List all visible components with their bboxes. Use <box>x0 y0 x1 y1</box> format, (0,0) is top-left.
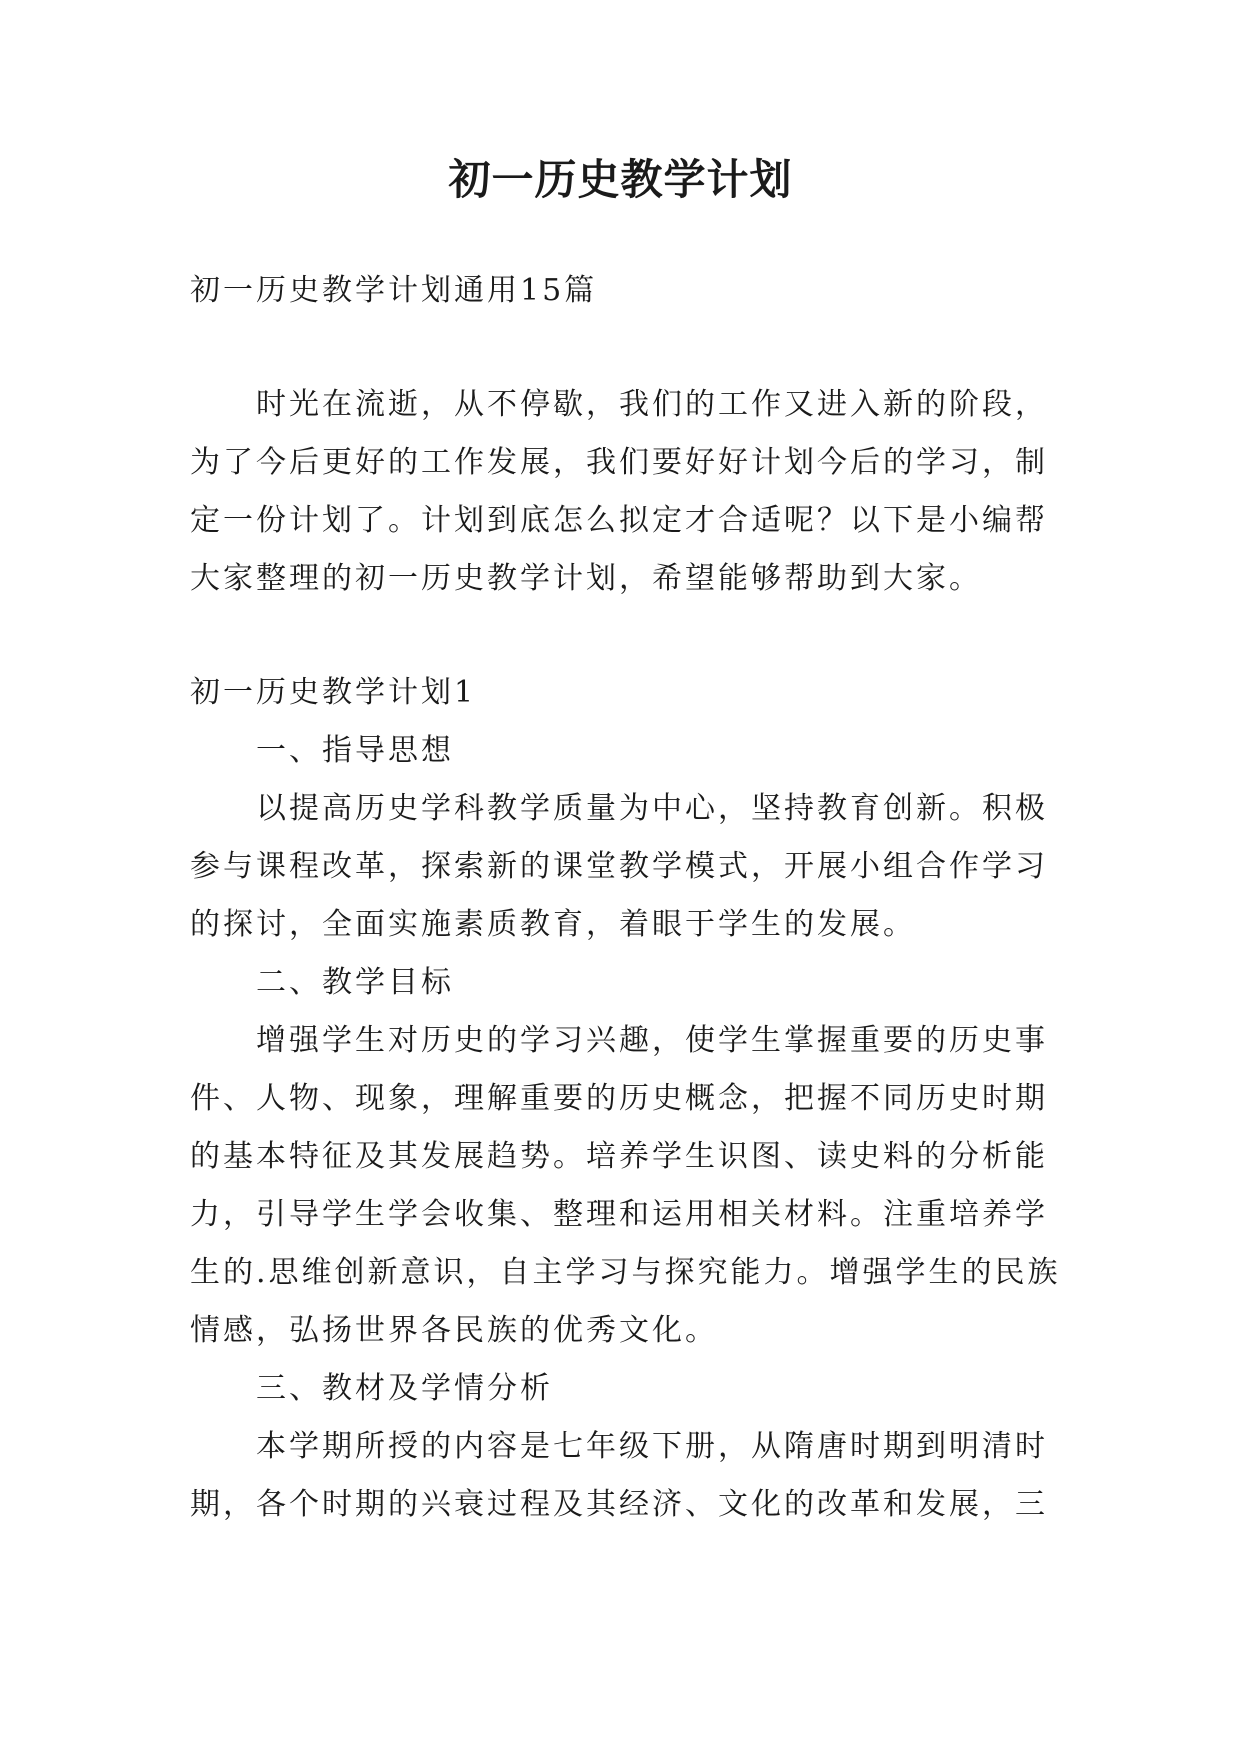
section-title: 初一历史教学计划1 <box>190 675 477 710</box>
intro-paragraph: 时光在流逝，从不停歇，我们的工作又进入新的阶段，为了今后更好的工作发展，我们要好好计划今后的学习，制定一份计划了。计划到底怎么拟定才合适呢？以下是小编帮大家整理的初一历史教学计划，希望能够帮助到大家。 <box>190 387 1048 596</box>
document-body <box>190 262 1065 1534</box>
paragraph-teaching-goals: 增强学生对历史的学习兴趣，使学生掌握重要的历史事件、人物、现象，理解重要的历史概念，把握不同历史时期的基本特征及其发展趋势。培养学生识图、读史料的分析能力，引导学生学会收集、整理和运用相关材料。注重培养学生的.思维创新意识，自主学习与探究能力。增强学生的民族情感，弘扬世界各民族的优秀文化。 <box>190 1023 1061 1348</box>
paragraph-guiding-ideology: 以提高历史学科教学质量为中心，坚持教育创新。积极参与课程改革，探索新的课堂教学模式，开展小组合作学习的探讨，全面实施素质教育，着眼于学生的发展。 <box>190 791 1048 942</box>
document-subtitle: 初一历史教学计划通用15篇 <box>190 273 598 308</box>
spacer <box>190 320 1065 376</box>
heading-teaching-goals: 二、教学目标 <box>256 965 454 1000</box>
spacer <box>190 608 1065 664</box>
document-title: 初一历史教学计划 <box>448 155 793 204</box>
heading-guiding-ideology: 一、指导思想 <box>256 733 454 768</box>
paragraph-textbook-analysis: 本学期所授的内容是七年级下册，从隋唐时期到明清时期，各个时期的兴衰过程及其经济、文化的改革和发展，三 <box>190 1429 1048 1522</box>
heading-textbook-analysis: 三、教材及学情分析 <box>256 1371 553 1406</box>
